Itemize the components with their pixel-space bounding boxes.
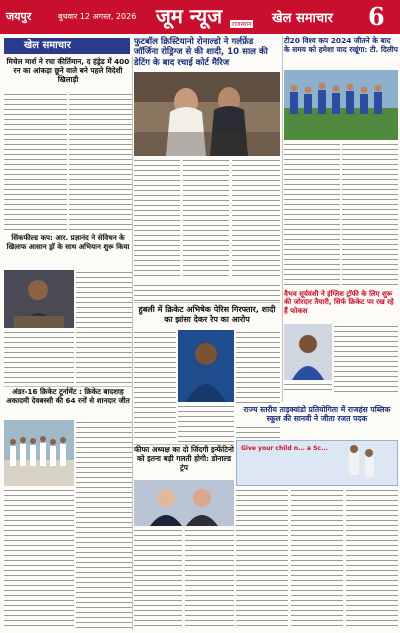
spacer-right (284, 398, 398, 399)
hubli-body-col2 (178, 404, 234, 442)
logo-tagline: राजस्थान (232, 21, 252, 28)
vaibhav-portrait-photo (284, 324, 332, 380)
mitchell-headline: मिचेल मार्श ने रचा कीर्तिमान, द हंड्रेड में 400 रन का आंकड़ा छूने वाले बने पहले विदेशी खिलाड़ी (6, 57, 130, 84)
taikwondo-body-col3 (346, 488, 398, 630)
sinquefield-body-col1 (4, 330, 74, 384)
football-headline: फुटबॉल क्रिस्टियानो रोनाल्डो ने गर्लफ्रेंड जॉर्जिना रोड्रिग्ज से की शादी, 10 साल की डेटिंग के बाद रचाई कोर्ट मैरिज (134, 37, 268, 68)
section-label: खेल समाचार (4, 38, 130, 54)
fifa-headline: फीफा अध्यक्ष का दो जिंदगी इन्फेंटिनो को इतना बड़ी गलती होगी: डोनाल्ड ट्रंप (134, 445, 234, 472)
football-body-continued (134, 283, 280, 303)
sinquefield-body-col2 (76, 270, 132, 384)
taikwondo-headline: राज्य स्तरीय ताइक्वांडो प्रतियोगिता में राजहंस पब्लिक स्कूल की सानवी ने जीता रजत पदक (236, 404, 398, 424)
section-title: खेल समाचार (272, 11, 333, 26)
football-body-col2 (183, 158, 229, 280)
hubli-body-col1 (134, 330, 176, 442)
publication-date: बुधवार 12 अगस्त, 2026 (58, 12, 137, 21)
banner-text: Give your child n... a Sc... (241, 445, 328, 452)
hubli-body-col3 (236, 330, 280, 442)
football-body-col1 (134, 158, 180, 280)
t20-body-col2 (342, 142, 398, 287)
taikwondo-body-col1 (236, 488, 288, 630)
city-name: जयपुर (6, 10, 32, 23)
row-divider (134, 302, 280, 303)
column-divider (132, 56, 133, 630)
cricketer-portrait-photo (178, 330, 234, 402)
t20-body-col1 (284, 142, 340, 287)
vaibhav-body-col2 (334, 324, 398, 394)
t20-headline: टी20 विश्व कप 2024 जीतने के बाद के समय को हमेशा याद रखूंगा: टी. दिलीप (284, 36, 398, 54)
column-divider (282, 36, 283, 402)
row-divider (4, 386, 132, 387)
football-body-col3 (232, 158, 280, 280)
under16-body-col2 (76, 420, 132, 630)
newspaper-logo: जूम न्यूज (156, 4, 223, 28)
school-banner (236, 440, 398, 486)
fifa-president-photo (134, 480, 234, 526)
row-divider (134, 444, 234, 445)
fifa-body-col2 (185, 528, 234, 630)
vaibhav-headline: वैभव सूर्यवंशी ने इंग्लिश ट्रॉफी के लिए शुरू की जोरदार तैयारी, सिर्फ क्रिकेट पर रख रहे हैं फोकस (284, 290, 394, 315)
football-wedding-photo (134, 72, 280, 156)
vaibhav-body-col1 (284, 382, 332, 394)
chess-player-photo (4, 270, 74, 328)
under16-headline: अंडर-16 क्रिकेट टूर्नामेंट : क्रिकेट बादशाह अकादमी देवबस्सी की 64 रनों से शानदार जीत (6, 387, 130, 405)
under16-team-photo (4, 420, 74, 486)
hubli-headline: हुबली में क्रिकेट अभिषेक पेरिस गिरफ्तार, शादी का झांसा देकर रेप का आरोप (138, 305, 276, 324)
under16-body-col1 (4, 488, 74, 630)
taikwondo-body-col2 (291, 488, 343, 630)
fifa-body-col1 (134, 528, 182, 630)
page-number: 6 (368, 2, 385, 31)
mitchell-body-col2 (69, 92, 132, 232)
sinquefield-headline: सिंकफील्ड कप: आर. प्रज्ञानंद ने सेविचन के खिलाफ आसान ड्रॉ के साथ अभियान शुरू किया (6, 233, 130, 251)
mitchell-body-col1 (4, 92, 67, 232)
t20-team-photo (284, 70, 398, 140)
